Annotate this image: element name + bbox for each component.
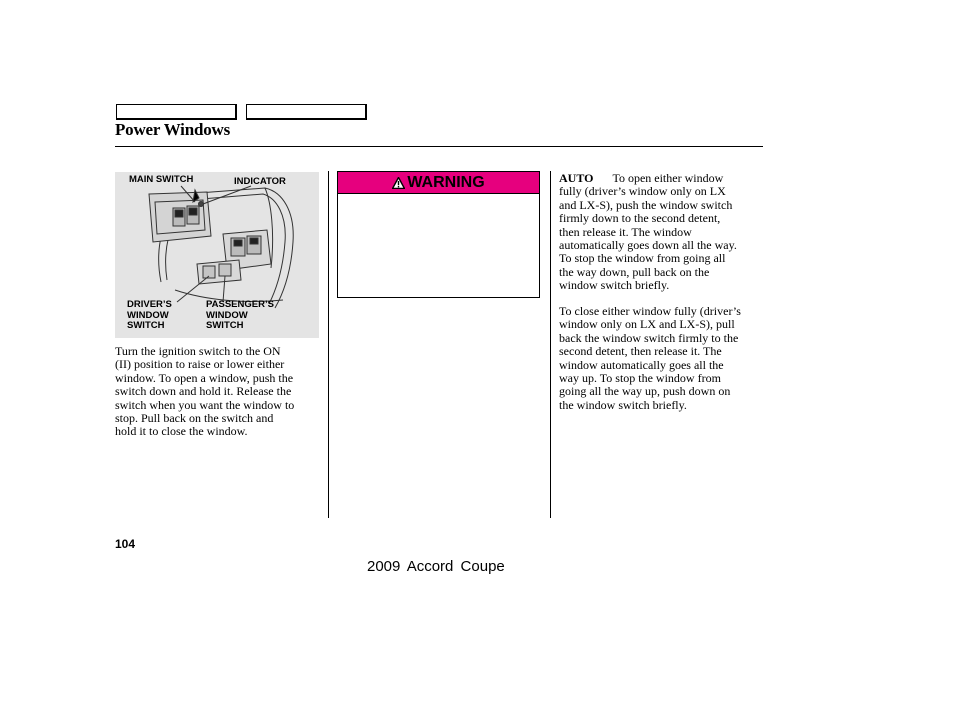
main-switch-label: MAIN SWITCH: [129, 174, 194, 185]
indicator-label: INDICATOR: [234, 176, 286, 187]
header-tab-2: [246, 104, 367, 120]
column-divider-2: [550, 171, 551, 518]
page-number: 104: [115, 537, 136, 551]
passengers-window-switch-label: PASSENGER’S WINDOW SWITCH: [206, 299, 274, 331]
page-title: Power Windows: [115, 120, 231, 139]
intro-paragraph: Turn the ignition switch to the ON (II) position to raise or lower either window. To open a window, push the switch down and hold it. Release the switch when you want the window to stop. Pull back on the switch and hold it to close the window.: [115, 344, 295, 439]
window-switch-illustration: [115, 172, 319, 338]
warning-header: [338, 172, 539, 193]
warning-box: [337, 171, 540, 298]
auto-paragraph-2: To close either window fully (driver’s window only on LX and LX-S), pull back the window switch firmly to the second detent, then release it. The window automatically goes all the way up. To stop the window from going all the way up, push down on the window switch briefly.: [559, 304, 741, 412]
model-footer: 2009 Accord Coupe: [367, 558, 505, 575]
auto-label: AUTO: [559, 171, 594, 185]
drivers-window-switch-label: DRIVER’S WINDOW SWITCH: [127, 299, 172, 331]
warning-triangle-icon: [392, 177, 405, 189]
auto-paragraph-1: AUTO To open either window fully (driver’s window only on LX and LX-S), push the window switch firmly down to the second detent, then release it. The window automatically goes down all the way. To stop the window from going all the way down, pull back on the window switch briefly.: [559, 171, 737, 293]
warning-divider: [338, 193, 539, 194]
warning-heading: WARNING: [407, 173, 485, 191]
title-rule: [115, 146, 763, 147]
column-divider-1: [328, 171, 329, 518]
header-tab-1: [116, 104, 237, 120]
